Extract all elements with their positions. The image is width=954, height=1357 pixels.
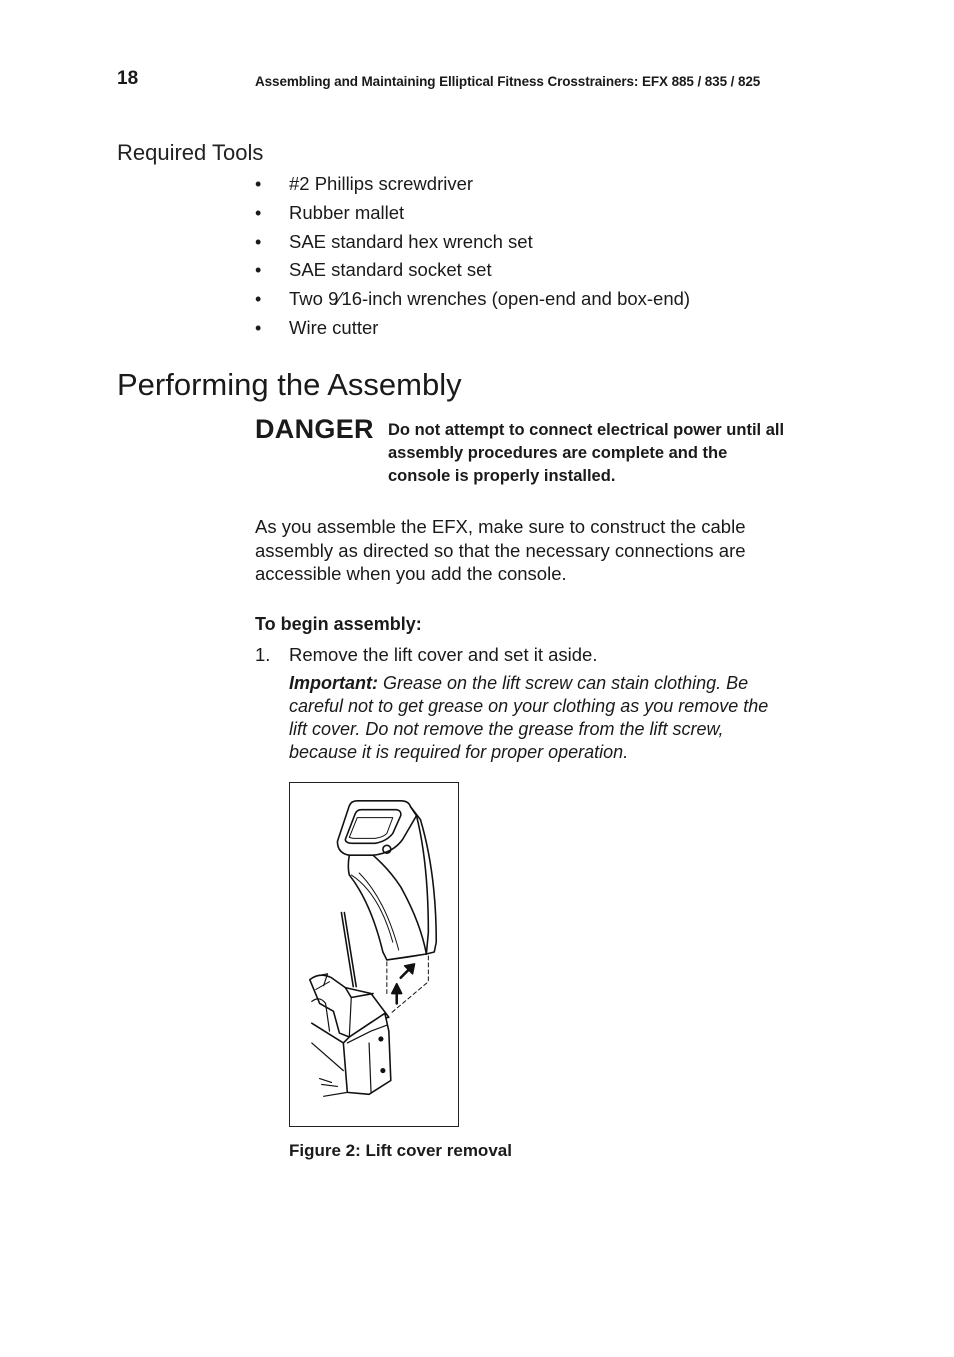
tools-list	[255, 170, 690, 343]
intro-paragraph: As you assemble the EFX, make sure to construct the cable assembly as directed so that the necessary connections are accessible when you add the console.	[255, 516, 746, 584]
step-number: 1.	[255, 644, 271, 665]
list-item	[255, 256, 690, 285]
tool-label: #2 Phillips screwdriver	[289, 173, 474, 194]
list-item	[255, 314, 690, 343]
tool-label: Two 9⁄16-inch wrenches (open-end and box-end)	[289, 288, 691, 310]
list-item	[255, 285, 690, 314]
tool-label: Rubber mallet	[289, 201, 405, 223]
danger-label: DANGER	[255, 414, 374, 444]
required-tools-heading: Required Tools	[117, 140, 264, 165]
tool-label: SAE standard hex wrench set	[289, 230, 533, 252]
assembly-heading: Performing the Assembly	[117, 367, 462, 402]
list-item	[255, 199, 690, 228]
step-text: Remove the lift cover and set it aside.	[289, 644, 598, 665]
important-note	[289, 672, 789, 764]
page-number: 18	[117, 68, 139, 89]
list-item	[255, 228, 690, 257]
bullet-icon: •	[255, 317, 262, 338]
bullet-icon: •	[255, 289, 262, 310]
bullet-icon: •	[255, 260, 262, 281]
running-header: Assembling and Maintaining Elliptical Fitness Crosstrainers: EFX 885 / 835 / 825	[255, 74, 761, 89]
important-lead: Important:	[289, 673, 378, 693]
danger-warning-text: Do not attempt to connect electrical power until all assembly procedures are complete and the console is properly installed.	[388, 421, 785, 485]
important-note-text: Grease on the lift screw can stain clothing. Be careful not to get grease on your clothing as you remove the lift cover. Do not remove the grease from the lift screw, because it is required for proper operation.	[289, 673, 769, 762]
tool-label: SAE standard socket set	[289, 259, 492, 281]
bullet-icon: •	[255, 174, 262, 194]
list-item	[255, 170, 690, 199]
bullet-icon: •	[255, 202, 262, 223]
lift-cover-illustration	[290, 783, 458, 1126]
procedure-heading: To begin assembly:	[255, 614, 422, 634]
tool-label: Wire cutter	[289, 316, 379, 338]
figure-caption: Figure 2: Lift cover removal	[289, 1141, 512, 1160]
figure-lift-cover	[289, 782, 459, 1127]
bullet-icon: •	[255, 231, 262, 252]
